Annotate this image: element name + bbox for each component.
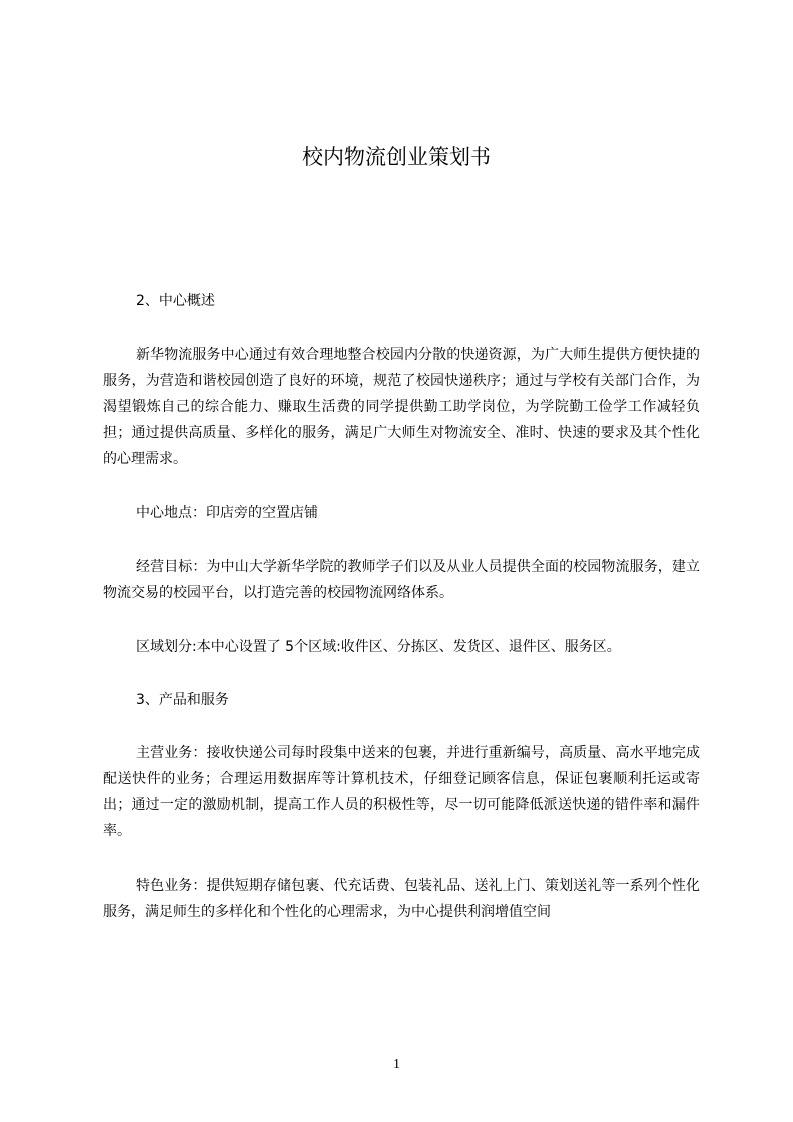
special-business-paragraph: 特色业务：提供短期存储包裹、代充话费、包装礼品、送礼上门、策划送礼等一系列个性化服务，满足师生的多样化和个性化的心理需求，为中心提供利润增值空间: [103, 878, 700, 920]
overview-paragraph: 新华物流服务中心通过有效合理地整合校园内分散的快递资源，为广大师生提供方便快捷的服务，为营造和谐校园创造了良好的环境，规范了校园快递秩序；通过与学校有关部门合作，为渴望锻炼自己的综合能力、赚取生活费的同学提供勤工助学岗位，为学院勤工俭学工作减轻负担；通过提供高质量、多样化的服务，满足广大师生对物流安全、准时、快速的要求及其个性化的心理需求。: [103, 347, 700, 467]
page-number: 1: [393, 1057, 400, 1072]
main-business-paragraph: 主营业务：接收快递公司每时段集中送来的包裹，并进行重新编号，高质量、高水平地完成配送快件的业务；合理运用数据库等计算机技术，仔细登记顾客信息，保证包裹顺利托运或寄出；通过一定的激励机制，提高工作人员的积极性等，尽一切可能降低派送快递的错件率和漏件率。: [103, 745, 700, 839]
section-3-heading: 3、产品和服务: [136, 692, 229, 708]
section-2-heading: 2、中心概述: [136, 293, 215, 309]
zones-paragraph: 区域划分:本中心设置了 5个区域:收件区、分拣区、发货区、退件区、服务区。: [136, 639, 621, 655]
goal-paragraph: 经营目标：为中山大学新华学院的教师学子们以及从业人员提供全面的校园物流服务，建立物流交易的校园平台，以打造完善的校园物流网络体系。: [103, 559, 700, 601]
document-title: 校内物流创业策划书: [302, 145, 491, 169]
location-paragraph: 中心地点：印店旁的空置店铺: [136, 505, 318, 521]
